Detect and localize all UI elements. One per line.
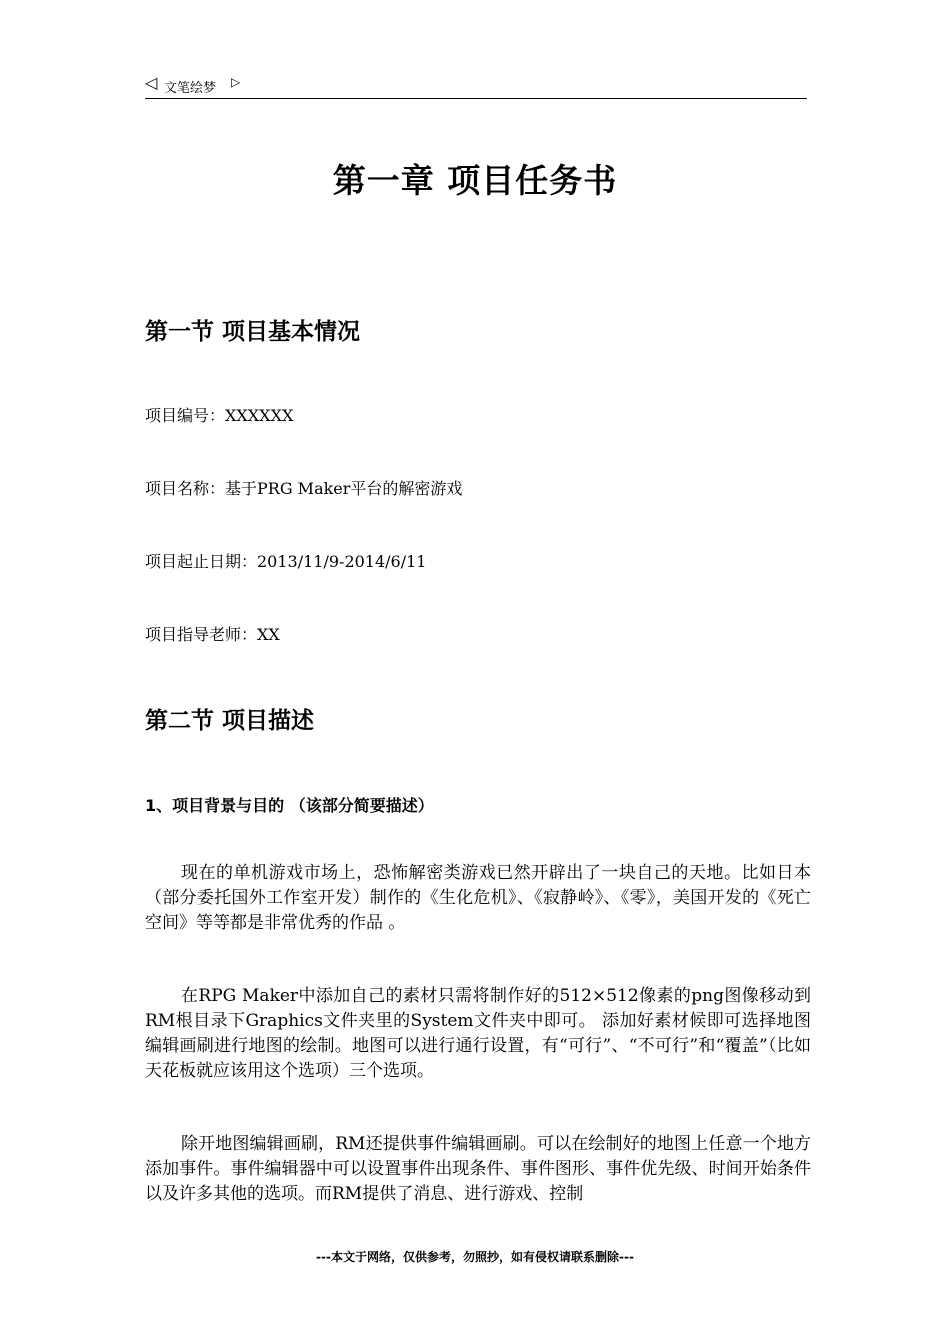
section-title-basic-info: 第一节 项目基本情况: [145, 319, 361, 345]
chapter-title: 第一章 项目任务书: [332, 161, 618, 200]
paragraph-1: 现在的单机游戏市场上，恐怖解密类游戏已然开辟出了一块自己的天地。比如日本（部分委托国外工作室开发）制作的《生化危机》、《寂静岭》、《零》，美国开发的《死亡空间》等等都是非常优秀的作品 。: [145, 863, 811, 933]
left-triangle-icon: ◁: [145, 73, 158, 92]
section-title-description: 第二节 项目描述: [145, 708, 315, 734]
paragraph-2: 在RPG Maker中添加自己的素材只需将制作好的512×512像素的png图像移动到RM根目录下Graphics文件夹里的System文件夹中即可。 添加好素材候即可选择地图编辑画刷进行地图的绘制。地图可以进行通行设置，有“可行”、“不可行”和“覆盖”（比如天花板就应该用这个选项）三个选项。: [145, 986, 811, 1081]
subsection-title-background: 1、项目背景与目的 （该部分简要描述）: [145, 796, 434, 815]
right-triangle-icon: ▷: [231, 75, 241, 89]
project-number: 项目编号：XXXXXX: [145, 406, 294, 425]
header-brand: 文笔绘梦: [164, 81, 217, 96]
project-dates: 项目起止日期：2013/11/9-2014/6/11: [145, 552, 427, 571]
project-name: 项目名称：基于PRG Maker平台的解密游戏: [145, 479, 463, 498]
page-header: [145, 72, 807, 99]
paragraph-3: 除开地图编辑画刷，RM还提供事件编辑画刷。可以在绘制好的地图上任意一个地方添加事件。事件编辑器中可以设置事件出现条件、事件图形、事件优先级、时间开始条件以及许多其他的选项。而RM提供了消息、进行游戏、控制: [145, 1134, 811, 1204]
project-advisor: 项目指导老师：XX: [145, 625, 280, 644]
footer-disclaimer: ---本文于网络，仅供参考，勿照抄，如有侵权请联系删除---: [316, 1250, 634, 1264]
